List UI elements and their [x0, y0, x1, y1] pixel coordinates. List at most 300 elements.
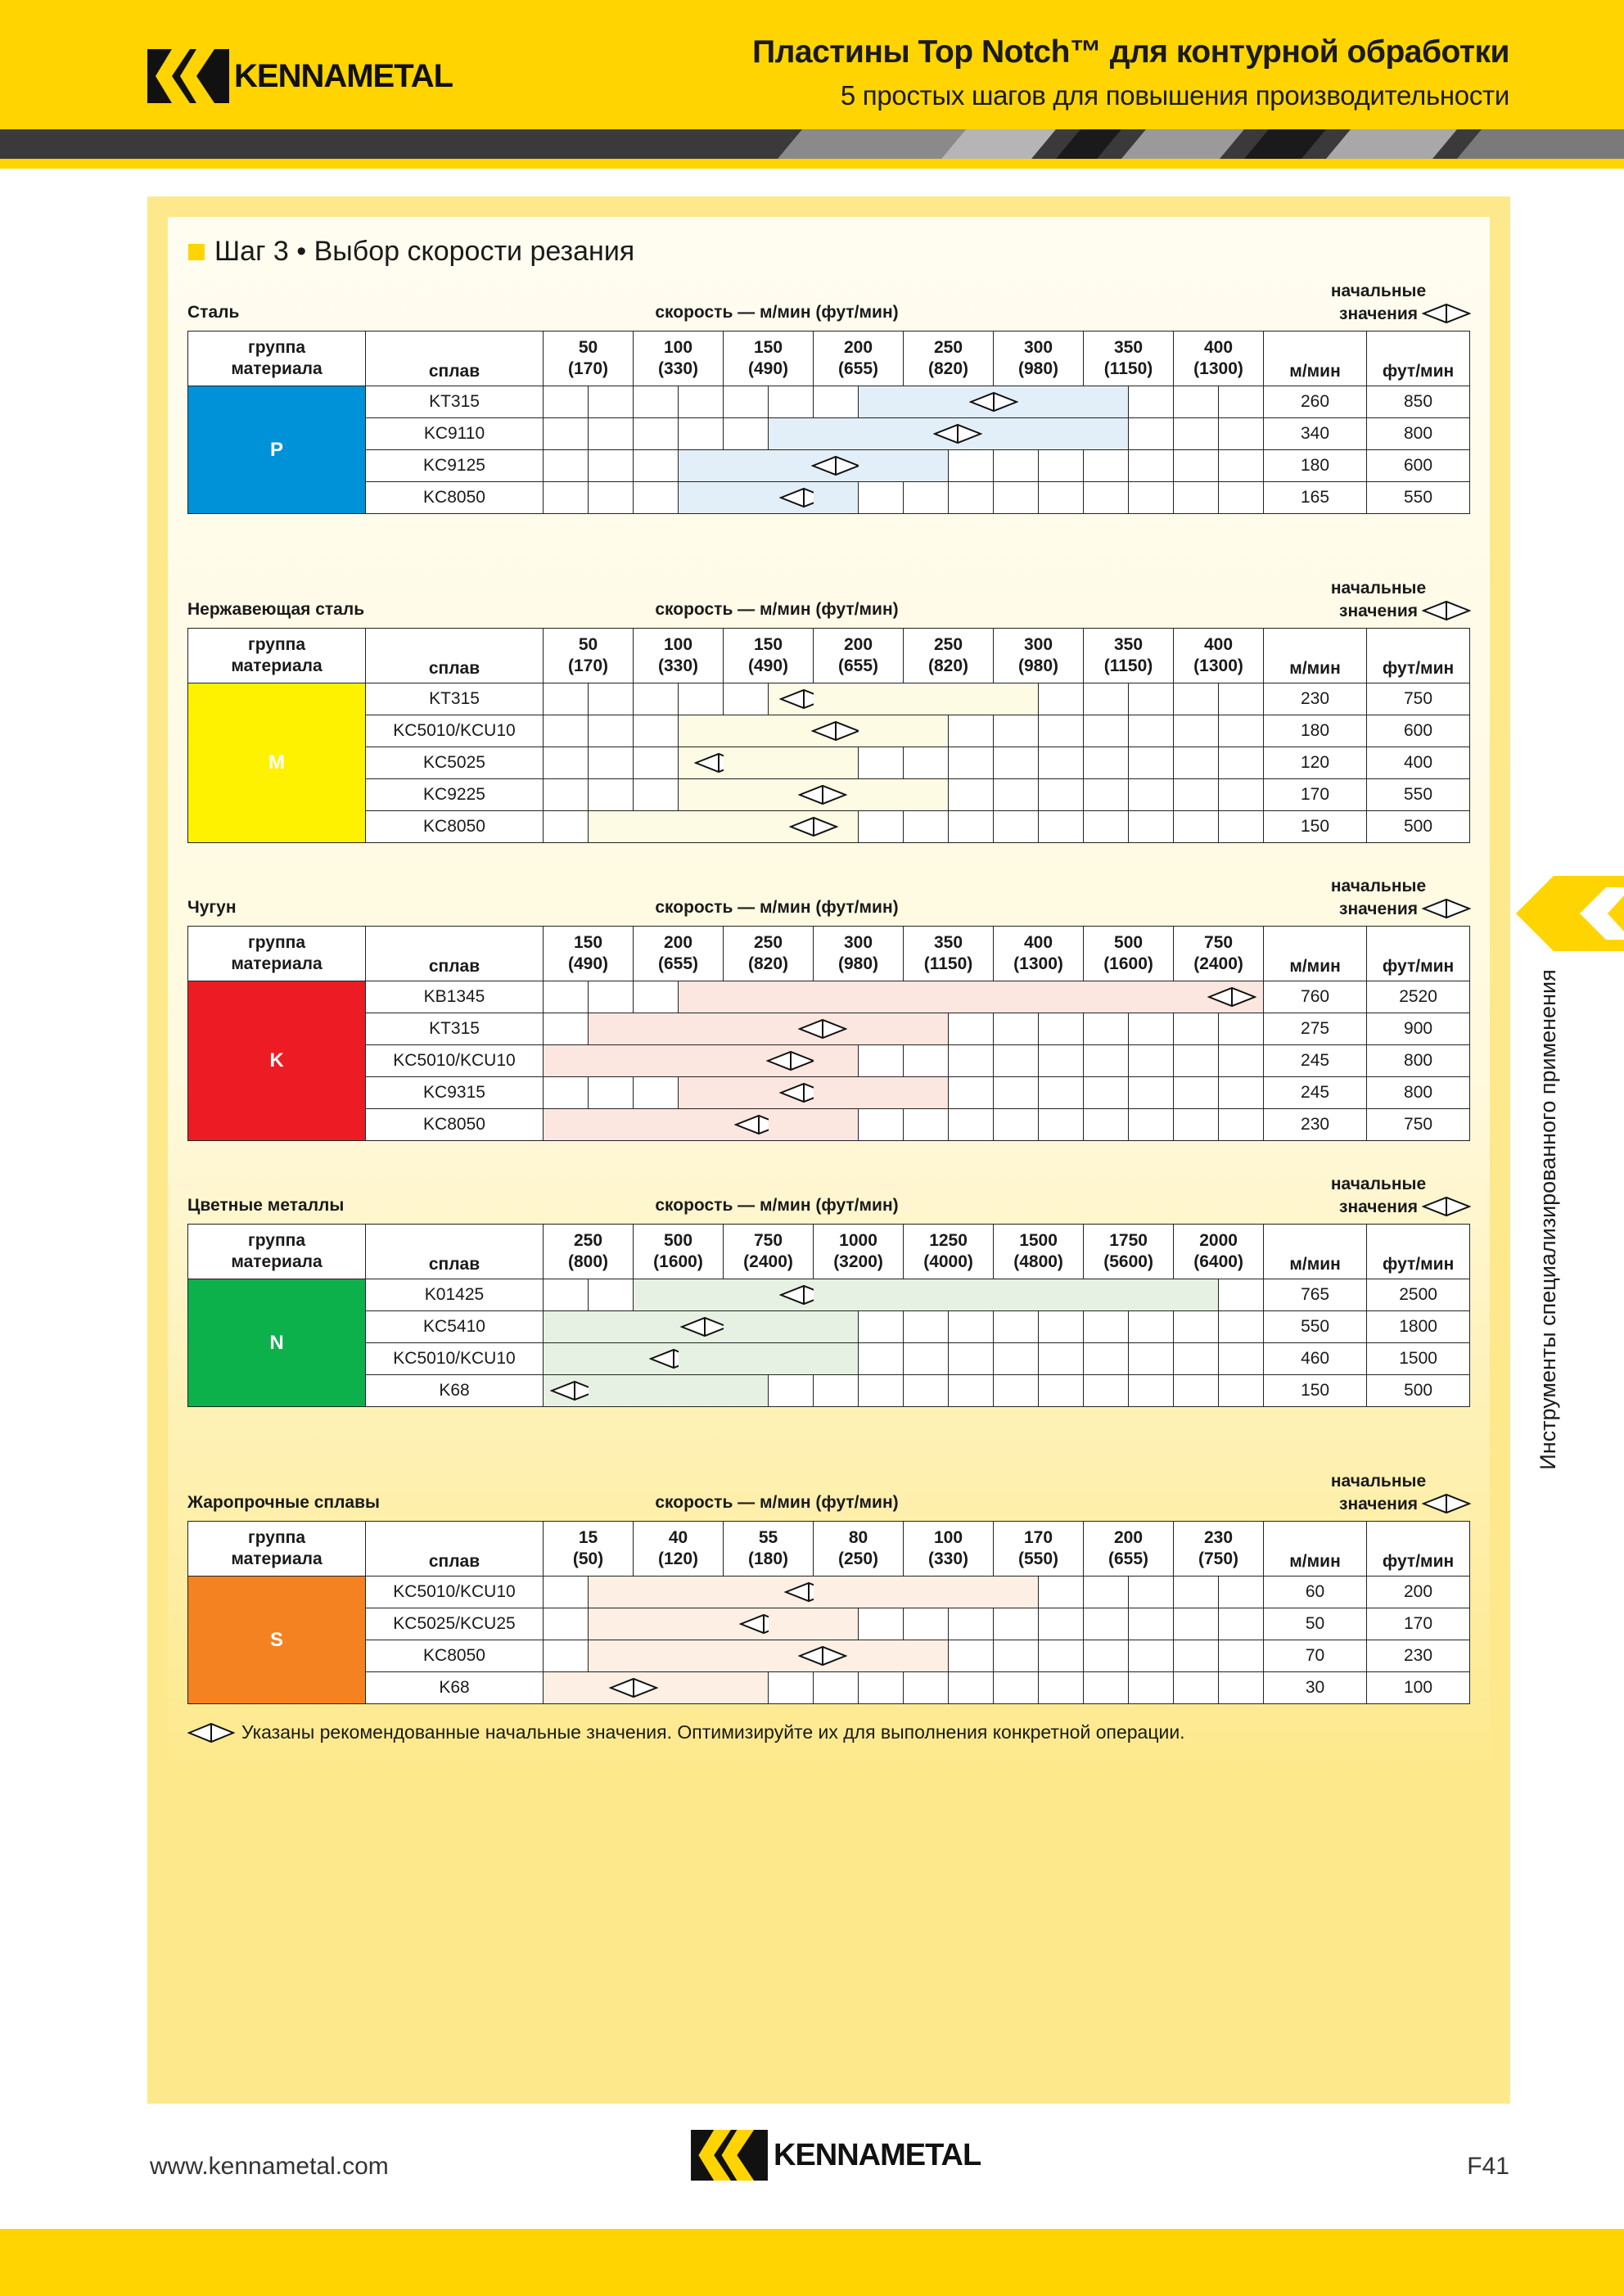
speed-cell: [1219, 1109, 1264, 1141]
speed-cell: [859, 1077, 904, 1109]
speed-header: 1000 (3200): [814, 1225, 904, 1279]
value-ftmin: 800: [1367, 1077, 1470, 1109]
speed-cell: [1039, 981, 1084, 1013]
table-row: [188, 450, 1470, 482]
speed-cell: [859, 1343, 904, 1375]
speed-cell: [769, 450, 814, 482]
speed-cell: [679, 1640, 724, 1672]
section-k: [187, 877, 1468, 1141]
speed-cell: [859, 1672, 904, 1704]
alloy-cell: KC5025/KCU25: [366, 1608, 544, 1640]
speed-cell: [589, 747, 634, 779]
speed-cell: [1129, 747, 1174, 779]
table-row: [188, 981, 1470, 1013]
speed-cell: [1039, 1077, 1084, 1109]
speed-header: 1750 (5600): [1084, 1225, 1174, 1279]
speed-cell: [994, 1375, 1039, 1407]
speed-cell: [634, 1608, 679, 1640]
speed-cell: [949, 1279, 994, 1311]
alloy-cell: KC5010/KCU10: [366, 1577, 544, 1608]
speed-cell: [1039, 1109, 1084, 1141]
speed-cell: [949, 1077, 994, 1109]
speed-cell: [1174, 1608, 1219, 1640]
speed-table: [187, 926, 1470, 1141]
table-row: [188, 1577, 1470, 1608]
speed-cell: [859, 1109, 904, 1141]
speed-cell: [1084, 1343, 1129, 1375]
speed-cell: [724, 811, 769, 843]
speed-header: 500 (1600): [634, 1225, 724, 1279]
speed-cell: [1129, 1577, 1174, 1608]
table-row: [188, 1109, 1470, 1141]
speed-cell: [994, 1109, 1039, 1141]
value-mmin: 165: [1264, 482, 1367, 514]
table-row: [188, 1045, 1470, 1077]
speed-cell: [724, 1077, 769, 1109]
col-alloy-header: сплав: [366, 1225, 544, 1279]
speed-header: 350 (1150): [1084, 629, 1174, 683]
speed-cell: [859, 1608, 904, 1640]
speed-cell: [1219, 482, 1264, 514]
speed-header: 300 (980): [994, 332, 1084, 386]
decor-stripe: [0, 129, 1624, 159]
speed-cell: [1084, 715, 1129, 747]
value-ftmin: 2500: [1367, 1279, 1470, 1311]
speed-cell: [544, 482, 589, 514]
speed-cell: [724, 1109, 769, 1141]
speed-cell: [724, 1577, 769, 1608]
speed-cell: [1174, 779, 1219, 811]
col-group-header: группа материала: [188, 1225, 366, 1279]
speed-cell: [679, 1672, 724, 1704]
speed-header: 300 (980): [994, 629, 1084, 683]
col-group-header: группа материала: [188, 629, 366, 683]
table-header-row: [188, 1225, 1470, 1279]
speed-cell: [679, 779, 724, 811]
speed-cell: [724, 1375, 769, 1407]
table-row: [188, 1375, 1470, 1407]
speed-cell: [904, 683, 949, 715]
speed-caption: скорость — м/мин (фут/мин): [655, 1196, 899, 1215]
col-alloy-header: сплав: [366, 629, 544, 683]
speed-cell: [904, 779, 949, 811]
speed-header: 230 (750): [1174, 1522, 1264, 1577]
value-mmin: 260: [1264, 386, 1367, 418]
section-n: [187, 1175, 1468, 1407]
speed-cell: [769, 715, 814, 747]
value-ftmin: 750: [1367, 683, 1470, 715]
speed-header: 55 (180): [724, 1522, 814, 1577]
speed-cell: [1219, 1013, 1264, 1045]
speed-cell: [769, 386, 814, 418]
col-ftmin-header: фут/мин: [1367, 332, 1470, 386]
speed-cell: [1039, 1375, 1084, 1407]
alloy-cell: KC8050: [366, 1640, 544, 1672]
speed-cell: [769, 1109, 814, 1141]
speed-cell: [1174, 482, 1219, 514]
speed-cell: [859, 1640, 904, 1672]
speed-cell: [994, 779, 1039, 811]
section-name: Жаропрочные сплавы: [187, 1493, 380, 1512]
page-title: Пластины Top Notch™ для контурной обработки: [752, 34, 1509, 70]
value-ftmin: 500: [1367, 1375, 1470, 1407]
speed-cell: [679, 1013, 724, 1045]
value-mmin: 180: [1264, 450, 1367, 482]
table-row: [188, 811, 1470, 843]
speed-cell: [1129, 1109, 1174, 1141]
speed-cell: [859, 1013, 904, 1045]
speed-cell: [589, 715, 634, 747]
table-header-row: [188, 1522, 1470, 1577]
speed-cell: [724, 450, 769, 482]
speed-cell: [769, 981, 814, 1013]
speed-cell: [949, 482, 994, 514]
col-mmin-header: м/мин: [1264, 927, 1367, 981]
speed-cell: [814, 1343, 859, 1375]
speed-cell: [589, 1640, 634, 1672]
footer-logo: [690, 2130, 981, 2181]
speed-cell: [1129, 1608, 1174, 1640]
speed-header: 250 (820): [724, 927, 814, 981]
page-number: F41: [1467, 2153, 1509, 2180]
speed-cell: [1039, 779, 1084, 811]
speed-cell: [679, 482, 724, 514]
start-values-caption: начальные значения: [1330, 579, 1427, 620]
speed-cell: [769, 1672, 814, 1704]
speed-cell: [634, 1013, 679, 1045]
speed-cell: [949, 683, 994, 715]
speed-cell: [1129, 418, 1174, 450]
speed-cell: [1219, 683, 1264, 715]
speed-cell: [814, 1077, 859, 1109]
table-row: [188, 1608, 1470, 1640]
speed-cell: [1084, 1279, 1129, 1311]
speed-cell: [949, 747, 994, 779]
speed-cell: [904, 981, 949, 1013]
speed-cell: [769, 811, 814, 843]
speed-cell: [1084, 1109, 1129, 1141]
speed-header: 750 (2400): [724, 1225, 814, 1279]
speed-cell: [634, 1343, 679, 1375]
speed-cell: [679, 715, 724, 747]
speed-cell: [1174, 1577, 1219, 1608]
col-alloy-header: сплав: [366, 1522, 544, 1577]
speed-cell: [949, 1045, 994, 1077]
speed-cell: [904, 811, 949, 843]
speed-cell: [634, 715, 679, 747]
alloy-cell: KC5010/KCU10: [366, 1045, 544, 1077]
speed-cell: [589, 1608, 634, 1640]
speed-cell: [859, 811, 904, 843]
speed-cell: [724, 747, 769, 779]
speed-cell: [994, 386, 1039, 418]
table-row: [188, 1311, 1470, 1343]
speed-cell: [634, 450, 679, 482]
speed-cell: [634, 1045, 679, 1077]
speed-cell: [679, 450, 724, 482]
start-value-diamond-icon: [680, 1316, 729, 1337]
speed-cell: [724, 1279, 769, 1311]
col-group-header: группа материала: [188, 1522, 366, 1577]
speed-cell: [769, 1279, 814, 1311]
speed-cell: [724, 1672, 769, 1704]
speed-cell: [1129, 1077, 1174, 1109]
value-mmin: 30: [1264, 1672, 1367, 1704]
speed-cell: [589, 1279, 634, 1311]
speed-cell: [544, 779, 589, 811]
speed-cell: [724, 482, 769, 514]
speed-header: 250 (820): [904, 629, 994, 683]
start-value-diamond-icon: [1422, 303, 1471, 324]
speed-cell: [679, 1077, 724, 1109]
col-alloy-header: сплав: [366, 927, 544, 981]
material-group-cell: K: [188, 981, 366, 1141]
alloy-cell: KB1345: [366, 981, 544, 1013]
speed-header: 200 (655): [634, 927, 724, 981]
speed-header: 40 (120): [634, 1522, 724, 1577]
speed-cell: [679, 1045, 724, 1077]
col-alloy-header: сплав: [366, 332, 544, 386]
value-mmin: 245: [1264, 1077, 1367, 1109]
speed-cell: [904, 1343, 949, 1375]
speed-cell: [634, 1077, 679, 1109]
speed-cell: [544, 1077, 589, 1109]
speed-cell: [949, 1375, 994, 1407]
speed-cell: [1129, 1672, 1174, 1704]
alloy-cell: KC9225: [366, 779, 544, 811]
value-ftmin: 170: [1367, 1608, 1470, 1640]
speed-cell: [859, 1375, 904, 1407]
speed-cell: [1129, 482, 1174, 514]
speed-cell: [859, 715, 904, 747]
speed-cell: [724, 1343, 769, 1375]
speed-cell: [724, 981, 769, 1013]
speed-cell: [1174, 1013, 1219, 1045]
speed-header: 15 (50): [544, 1522, 634, 1577]
speed-cell: [1039, 418, 1084, 450]
speed-cell: [724, 1045, 769, 1077]
speed-cell: [1129, 450, 1174, 482]
speed-cell: [1084, 779, 1129, 811]
speed-cell: [904, 1672, 949, 1704]
speed-cell: [1219, 1045, 1264, 1077]
speed-cell: [949, 811, 994, 843]
speed-header: 200 (655): [1084, 1522, 1174, 1577]
speed-cell: [904, 1279, 949, 1311]
decor-stripe-yellow: [0, 159, 1624, 169]
value-mmin: 230: [1264, 683, 1367, 715]
speed-caption: скорость — м/мин (фут/мин): [655, 600, 899, 619]
start-value-diamond-icon: [1422, 1493, 1471, 1514]
speed-cell: [859, 683, 904, 715]
value-mmin: 550: [1264, 1311, 1367, 1343]
speed-cell: [949, 1640, 994, 1672]
speed-cell: [949, 386, 994, 418]
speed-cell: [1084, 1013, 1129, 1045]
speed-header: 250 (800): [544, 1225, 634, 1279]
start-value-diamond-icon: [187, 1722, 235, 1743]
step-heading: [188, 236, 634, 268]
speed-cell: [1039, 1608, 1084, 1640]
speed-cell: [859, 1311, 904, 1343]
speed-cell: [994, 683, 1039, 715]
speed-cell: [1084, 981, 1129, 1013]
side-section-label: Инструменты специализированного применения: [1536, 969, 1560, 1470]
speed-cell: [679, 1311, 724, 1343]
speed-cell: [544, 1343, 589, 1375]
speed-cell: [1084, 1672, 1129, 1704]
col-mmin-header: м/мин: [1264, 1225, 1367, 1279]
speed-cell: [544, 683, 589, 715]
speed-cell: [1129, 715, 1174, 747]
speed-cell: [1129, 386, 1174, 418]
speed-cell: [1084, 1375, 1129, 1407]
speed-cell: [1084, 811, 1129, 843]
speed-cell: [1129, 981, 1174, 1013]
speed-cell: [724, 683, 769, 715]
speed-header: 300 (980): [814, 927, 904, 981]
page-subtitle: 5 простых шагов для повышения производительности: [840, 80, 1509, 111]
alloy-cell: KC9125: [366, 450, 544, 482]
speed-cell: [814, 1109, 859, 1141]
value-ftmin: 500: [1367, 811, 1470, 843]
speed-cell: [814, 811, 859, 843]
speed-cell: [589, 981, 634, 1013]
speed-cell: [1084, 418, 1129, 450]
speed-cell: [994, 747, 1039, 779]
speed-cell: [1039, 1045, 1084, 1077]
speed-header: 350 (1150): [1084, 332, 1174, 386]
speed-cell: [724, 1640, 769, 1672]
speed-cell: [904, 1577, 949, 1608]
speed-cell: [589, 482, 634, 514]
speed-cell: [994, 1013, 1039, 1045]
alloy-cell: KC8050: [366, 1109, 544, 1141]
speed-cell: [634, 418, 679, 450]
speed-cell: [679, 747, 724, 779]
value-ftmin: 1500: [1367, 1343, 1470, 1375]
start-value-diamond-icon: [1422, 898, 1471, 919]
speed-cell: [949, 1311, 994, 1343]
speed-cell: [994, 1077, 1039, 1109]
speed-cell: [544, 1608, 589, 1640]
speed-cell: [634, 747, 679, 779]
speed-header: 400 (1300): [1174, 629, 1264, 683]
speed-cell: [1174, 1672, 1219, 1704]
speed-cell: [814, 450, 859, 482]
col-mmin-header: м/мин: [1264, 332, 1367, 386]
alloy-cell: KC5025: [366, 747, 544, 779]
table-row: [188, 1279, 1470, 1311]
speed-header: 100 (330): [904, 1522, 994, 1577]
speed-cell: [1174, 1343, 1219, 1375]
speed-cell: [814, 1013, 859, 1045]
speed-cell: [634, 1279, 679, 1311]
speed-cell: [1174, 1279, 1219, 1311]
speed-cell: [859, 981, 904, 1013]
table-row: [188, 1013, 1470, 1045]
speed-cell: [679, 418, 724, 450]
speed-cell: [859, 1045, 904, 1077]
value-ftmin: 600: [1367, 450, 1470, 482]
speed-cell: [769, 1311, 814, 1343]
speed-cell: [859, 482, 904, 514]
speed-cell: [634, 981, 679, 1013]
section-name: Цветные металлы: [187, 1196, 345, 1215]
speed-cell: [994, 1343, 1039, 1375]
alloy-cell: K68: [366, 1672, 544, 1704]
speed-cell: [904, 1375, 949, 1407]
speed-cell: [949, 1672, 994, 1704]
speed-cell: [904, 715, 949, 747]
speed-cell: [949, 981, 994, 1013]
speed-cell: [589, 1577, 634, 1608]
footer-url[interactable]: www.kennametal.com: [150, 2153, 389, 2180]
kennametal-logo-icon: [690, 2130, 769, 2181]
speed-cell: [679, 683, 724, 715]
speed-cell: [589, 418, 634, 450]
legend-text: Указаны рекомендованные начальные значения. Оптимизируйте их для выполнения конкретной операции.: [241, 1721, 1185, 1743]
speed-cell: [679, 981, 724, 1013]
speed-cell: [1084, 1311, 1129, 1343]
speed-cell: [1174, 1045, 1219, 1077]
table-row: [188, 747, 1470, 779]
speed-cell: [1219, 747, 1264, 779]
table-header-row: [188, 629, 1470, 683]
yellow-square-icon: [188, 244, 205, 260]
footer-bar: [0, 2229, 1624, 2296]
speed-cell: [724, 1311, 769, 1343]
speed-cell: [1174, 1311, 1219, 1343]
speed-cell: [769, 1608, 814, 1640]
speed-cell: [589, 386, 634, 418]
value-ftmin: 230: [1367, 1640, 1470, 1672]
speed-header: 200 (655): [814, 629, 904, 683]
alloy-cell: K68: [366, 1375, 544, 1407]
speed-cell: [589, 1109, 634, 1141]
material-group-cell: N: [188, 1279, 366, 1407]
value-ftmin: 100: [1367, 1672, 1470, 1704]
speed-cell: [994, 715, 1039, 747]
col-ftmin-header: фут/мин: [1367, 629, 1470, 683]
value-ftmin: 550: [1367, 779, 1470, 811]
speed-cell: [544, 1640, 589, 1672]
speed-cell: [904, 482, 949, 514]
speed-cell: [589, 683, 634, 715]
speed-cell: [1174, 981, 1219, 1013]
speed-cell: [544, 1311, 589, 1343]
start-values-caption: начальные значения: [1330, 1472, 1427, 1513]
speed-cell: [1174, 386, 1219, 418]
speed-cell: [724, 1608, 769, 1640]
speed-cell: [589, 779, 634, 811]
value-mmin: 765: [1264, 1279, 1367, 1311]
speed-cell: [1219, 1375, 1264, 1407]
speed-cell: [814, 1577, 859, 1608]
speed-header: 100 (330): [634, 332, 724, 386]
value-ftmin: 800: [1367, 418, 1470, 450]
logo-wordmark: KENNAMETAL: [774, 2137, 981, 2172]
speed-cell: [589, 1311, 634, 1343]
col-group-header: группа материала: [188, 927, 366, 981]
speed-cell: [634, 386, 679, 418]
value-mmin: 460: [1264, 1343, 1367, 1375]
speed-cell: [724, 386, 769, 418]
speed-cell: [544, 386, 589, 418]
speed-header: 50 (170): [544, 332, 634, 386]
value-mmin: 170: [1264, 779, 1367, 811]
value-mmin: 150: [1264, 811, 1367, 843]
